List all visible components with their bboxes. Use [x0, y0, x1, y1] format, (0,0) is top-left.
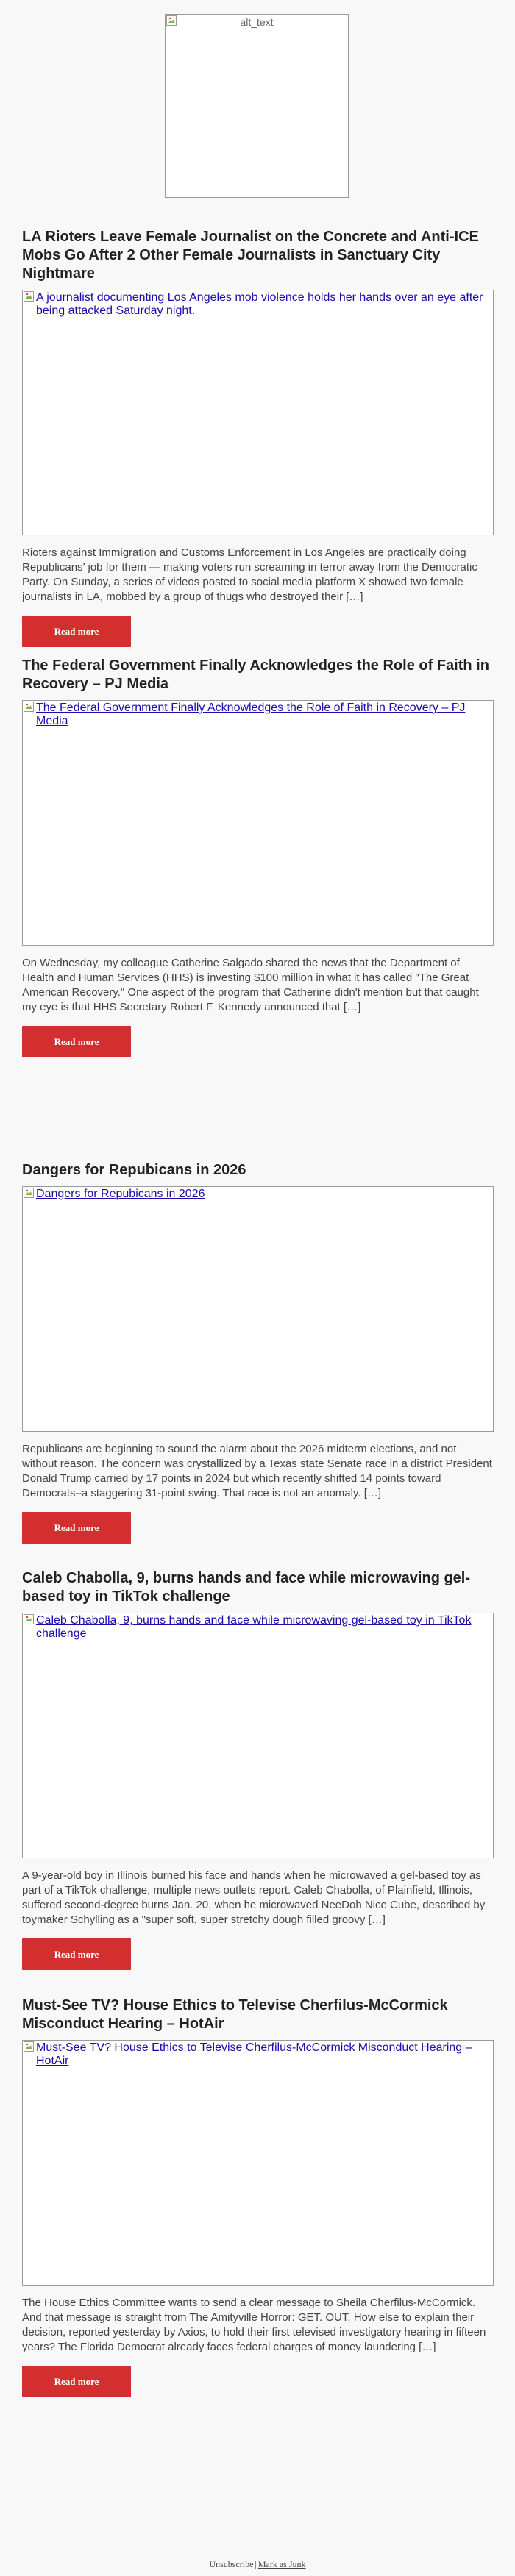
- logo-alt-text: alt_text: [240, 16, 274, 28]
- article-excerpt: Republicans are beginning to sound the alarm about the 2026 midterm elections, and not without reason. The concern was crystallized by a Texas state Senate race in a district President Donald Trump carried by 17 points in 2024 but which recently shifted 14 points toward Democrats–a staggering 31-point swing. That race is not an anomaly. […]: [22, 1443, 492, 1499]
- article-card: [22, 1997, 494, 2397]
- read-more-button[interactable]: Read more: [22, 616, 131, 647]
- mark-as-junk-link[interactable]: Mark as Junk: [258, 2559, 306, 2569]
- read-more-button[interactable]: Read more: [22, 1512, 131, 1544]
- article-card: [22, 1161, 494, 1544]
- article-excerpt: The House Ethics Committee wants to send a clear message to Sheila Cherfilus-McCormick. And that message is straight from The Amityville Horror: GET. OUT. How else to explain their decision, reported yesterday by Axios, to hold their first televised investigatory hearing in fifteen years? The Florida Democrat already faces federal charges of money laundering […]: [22, 2297, 486, 2353]
- article-image-alt[interactable]: Dangers for Repubicans in 2026: [36, 1188, 205, 1200]
- email-footer: [0, 2559, 515, 2570]
- header-logo-image: [165, 14, 349, 198]
- article-title[interactable]: Dangers for Repubicans in 2026: [22, 1162, 246, 1178]
- article-excerpt: On Wednesday, my colleague Catherine Salgado shared the news that the Department of Health and Human Services (HHS) is investing $100 million in what it has called "The Great American Recovery." One aspect of the program that Catherine didn't mention but that caught my eye is that HHS Secretary Robert F. Kennedy announced that […]: [22, 957, 479, 1013]
- article-title[interactable]: Caleb Chabolla, 9, burns hands and face while microwaving gel-based toy in TikTok challenge: [22, 1570, 471, 1605]
- broken-image-icon: [24, 291, 34, 302]
- article-title[interactable]: Must-See TV? House Ethics to Televise Cherfilus-McCormick Misconduct Hearing – HotAir: [22, 1997, 448, 2032]
- article-image-alt[interactable]: Caleb Chabolla, 9, burns hands and face while microwaving gel-based toy in TikTok challenge: [36, 1614, 472, 1640]
- article-image-alt[interactable]: The Federal Government Finally Acknowledges the Role of Faith in Recovery – PJ Media: [36, 702, 466, 727]
- broken-image-icon: [24, 702, 34, 712]
- broken-image-icon: [166, 15, 177, 26]
- broken-image-icon: [24, 2041, 34, 2052]
- article-card: [22, 1569, 494, 1970]
- article-image-alt[interactable]: Must-See TV? House Ethics to Televise Cherfilus-McCormick Misconduct Hearing – HotAir: [36, 2041, 472, 2067]
- read-more-button[interactable]: Read more: [22, 1026, 131, 1057]
- read-more-button[interactable]: Read more: [22, 2366, 131, 2397]
- article-image[interactable]: [22, 1613, 494, 1858]
- article-card: [22, 657, 494, 1057]
- article-excerpt: Rioters against Immigration and Customs Enforcement in Los Angeles are practically doing Republicans’ job for them — making voters run screaming in terror away from the Democratic Party. On Sunday, a series of videos posted to social media platform X showed two female journalists in LA, mobbed by a group of thugs who destroyed their […]: [22, 546, 477, 603]
- article-image[interactable]: [22, 700, 494, 946]
- broken-image-icon: [24, 1188, 34, 1198]
- article-image[interactable]: [22, 290, 494, 535]
- article-image[interactable]: [22, 2040, 494, 2286]
- article-image[interactable]: [22, 1186, 494, 1432]
- article-title[interactable]: LA Rioters Leave Female Journalist on the Concrete and Anti-ICE Mobs Go After 2 Other Female Journalists in Sanctuary City Nightmare: [22, 229, 479, 282]
- article-title[interactable]: The Federal Government Finally Acknowledges the Role of Faith in Recovery – PJ Media: [22, 657, 489, 692]
- article-image-alt[interactable]: A journalist documenting Los Angeles mob violence holds her hands over an eye after being attacked Saturday night.: [36, 291, 483, 317]
- article-card: [22, 228, 494, 647]
- broken-image-icon: [24, 1614, 34, 1624]
- article-excerpt: A 9-year-old boy in Illinois burned his face and hands when he microwaved a gel-based toy as part of a TikTok challenge, multiple news outlets report. Caleb Chabolla, of Plainfield, Illinois, suffered second-degree burns Jan. 20, when he microwaved NeeDoh Nice Cube, described by toymaker Schylling as a "super soft, super stretchy dough filled groovy […]: [22, 1869, 486, 1926]
- read-more-button[interactable]: Read more: [22, 1938, 131, 1970]
- unsubscribe-link[interactable]: Unsubscribe: [209, 2559, 254, 2569]
- footer-separator: |: [255, 2559, 257, 2569]
